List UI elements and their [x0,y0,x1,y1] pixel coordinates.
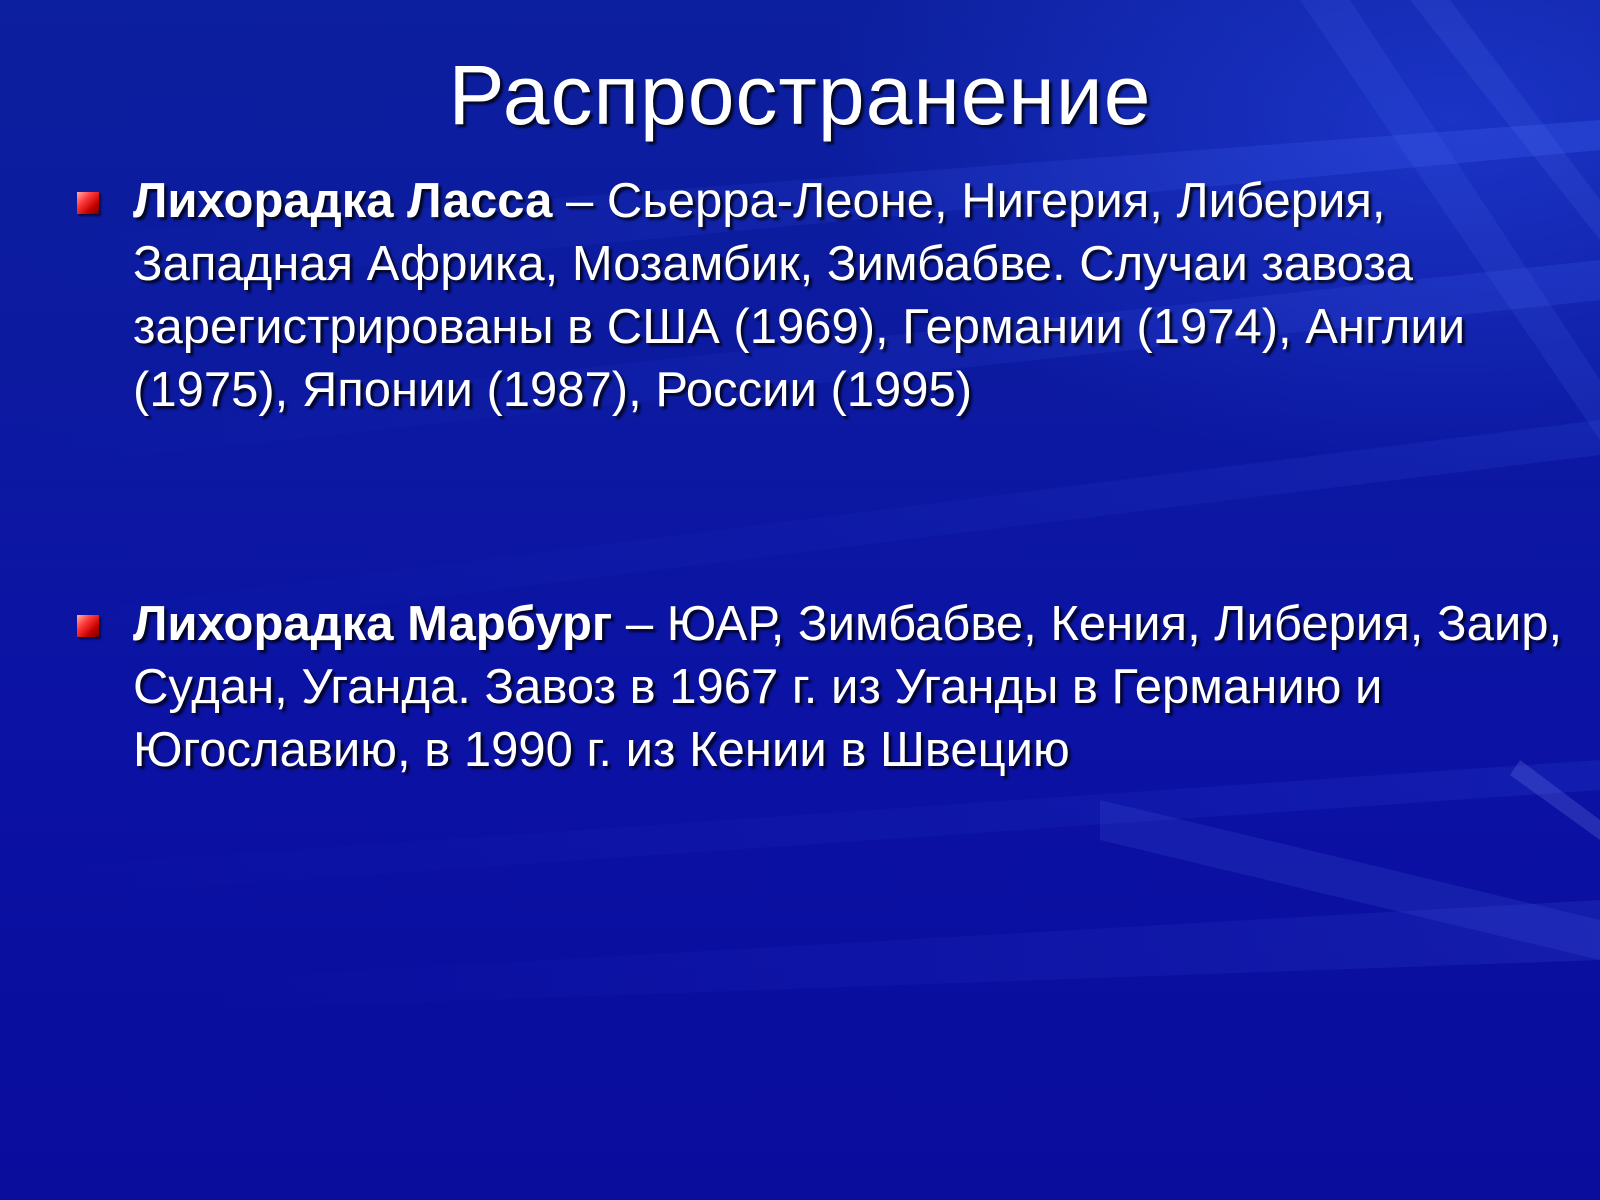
red-square-bullet-icon [77,615,99,637]
bullet-term: Лихорадка Ласса [133,174,553,228]
bullet-text: – ЮАР, Зимбабве, Кения, Либерия, Заир, Судан, Уганда. Завоз в 1967 г. из Уганды в Германию и Югославию, в 1990 г. из Кении в Швецию [133,597,1563,777]
bullet-lassa [133,170,1573,422]
red-square-bullet-icon [77,192,99,214]
bullet-text: – Сьерра-Леоне, Нигерия, Либерия, Западная Африка, Мозамбик, Зимбабве. Случаи завоза зарегистрированы в США (1969), Германии (1974), Англии (1975), Японии (1987), России (1995) [133,174,1466,417]
slide-title: Распространение [448,48,1152,142]
bullet-marburg [133,593,1573,782]
bullet-term: Лихорадка Марбург [133,597,613,651]
